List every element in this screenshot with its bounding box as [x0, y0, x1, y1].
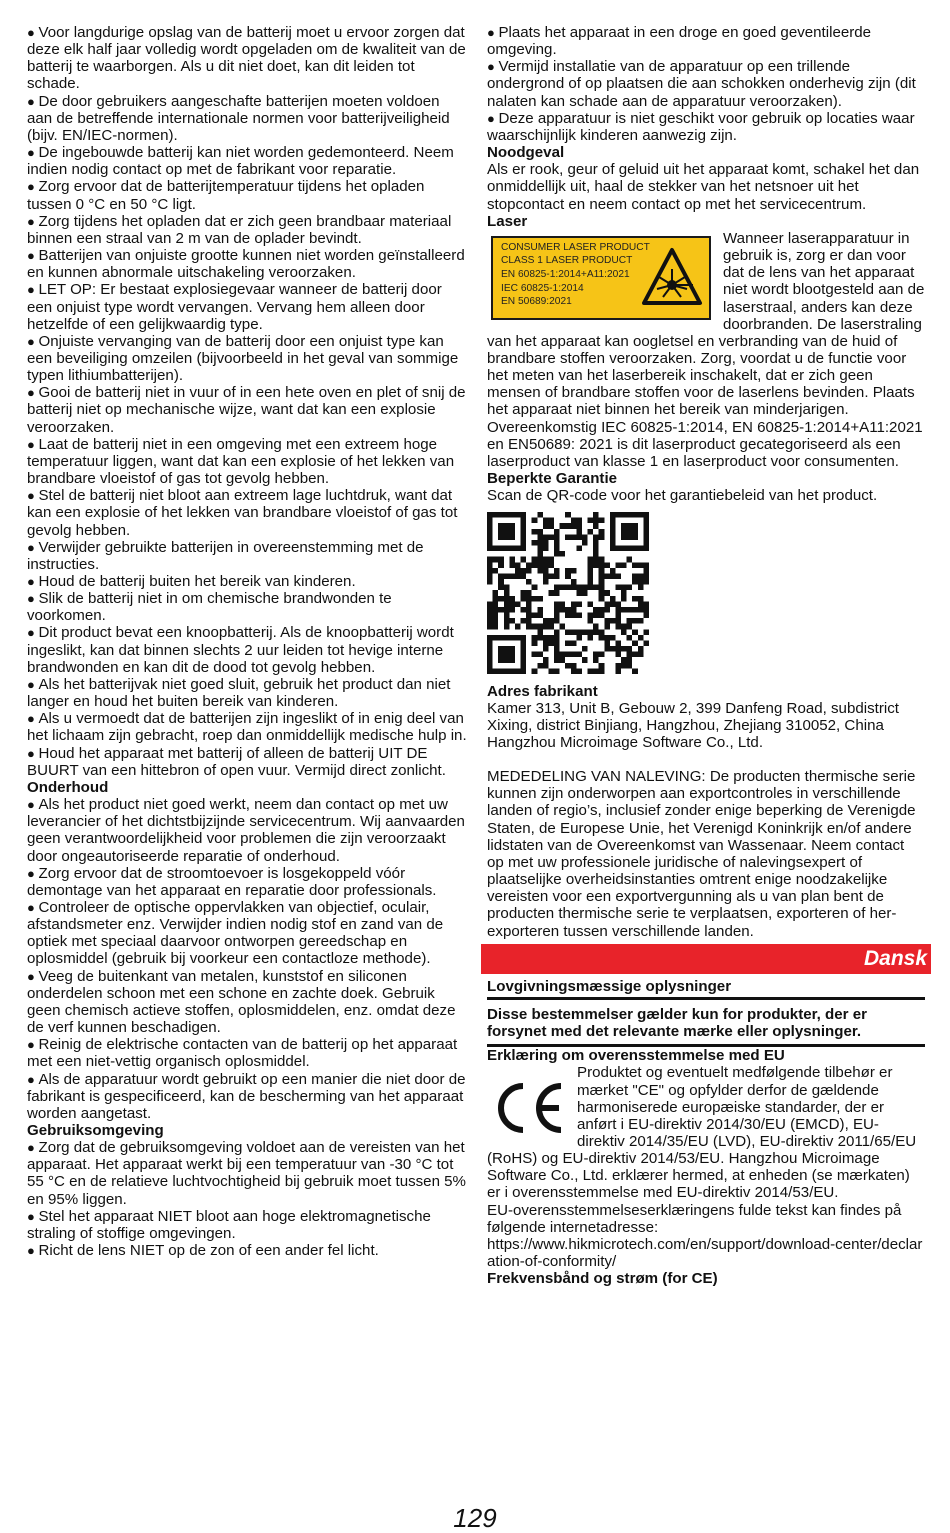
bullet-item: ● Houd de batterij buiten het bereik van kinderen. [27, 573, 467, 590]
page-number: 129 [453, 1503, 497, 1533]
heading-beperkte-garantie: Beperkte Garantie [487, 470, 618, 488]
erklaering-text-2: EU-overensstemmelseserklæringens fulde tekst kan findes på følgende internetadresse: [487, 1201, 902, 1236]
laser-warning-icon [641, 247, 703, 307]
heading-adres-fabrikant: Adres fabrikant [487, 682, 598, 700]
bullet-item: ● Als het product niet goed werkt, neem dan contact op met uw leverancier of het dichtstbijzijnde servicecentrum. Wij aanvaarden geen verantwoordelijkheid voor problemen die zijn veroorzaakt door ongeautoriseerde reparatie of onderhoud. [27, 796, 467, 865]
bullet-item: ● Deze apparatuur is niet geschikt voor gebruik op locaties waar waarschijnlijk kinderen aanwezig zijn. [487, 110, 925, 144]
laser-section [487, 230, 925, 470]
laser-label-line: CLASS 1 LASER PRODUCT [501, 255, 633, 267]
bullet-item: ● Stel het apparaat NIET bloot aan hoge elektromagnetische straling of stoffige omgevingen. [27, 1208, 467, 1242]
bullet-item: ● Reinig de elektrische contacten van de batterij op het apparaat met een niet-vettig organisch oplosmiddel. [27, 1036, 467, 1070]
bullet-item: ● De door gebruikers aangeschafte batterijen moeten voldoen aan de betreffende internationale normen voor batterijveiligheid (bijv. EN/IEC-normen). [27, 93, 467, 144]
bullet-item: ● Stel de batterij niet bloot aan extreem lage luchtdruk, want dat kan een explosie of het lekken van brandbare vloeistof of gas tot gevolg hebben. [27, 487, 467, 538]
adres-text: Kamer 313, Unit B, Gebouw 2, 399 Danfeng Road, subdistrict Xixing, district Binjiang, Hangzhou, Zhejiang 310052, China [487, 699, 899, 734]
bullet-item: ● Gooi de batterij niet in vuur of in een hete oven en plet of snij de batterij niet op mechanische wijze, want dat kan een explosie veroorzaken. [27, 384, 467, 435]
laser-text: Wanneer laserapparatuur in gebruik is, zorg er dan voor dat de lens van het apparaat niet wordt blootgesteld aan de laserstraal, anders kan deze doorbranden. De laserstraling van het apparaat kan oogletsel en verbranding van de huid of brandbare stoffen veroorzaken. Zorg, voordat u de functie voor het meten van het laserbereik inschakelt, dat er zich geen mensen of brandbare stoffen voor de laserlens bevinden. Plaats het apparaat niet binnen het bereik van minderjarigen. Overeenkomstig IEC 60825-1:2014, EN 60825-1:2014+A11:2021 en EN50689: 2021 is dit laserproduct gecategoriseerd als een laserproduct van klasse 1 en laserproduct voor consumenten. [487, 229, 925, 470]
heading-gebruiksomgeving: Gebruiksomgeving [27, 1122, 164, 1139]
laser-label-line: CONSUMER LASER PRODUCT [501, 241, 650, 253]
bullet-item: ● Zorg tijdens het opladen dat er zich geen brandbaar materiaal binnen een straal van 2 m van de oplader bevindt. [27, 213, 467, 247]
bullet-item: ● Controleer de optische oppervlakken van objectief, oculair, afstandsmeter enz. Verwijder indien nodig stof en zand van de optiek met speciaal daarvoor ontworpen gereedschap en oplosmiddel (gebruik bij voorkeur een contactloze methode). [27, 899, 467, 968]
heading-onderhoud: Onderhoud [27, 778, 109, 796]
laser-label [491, 236, 711, 320]
bullet-item: ● Batterijen van onjuiste grootte kunnen niet worden geïnstalleerd en kunnen abnormale uitschakeling veroorzaken. [27, 247, 467, 281]
laser-label-line: EN 50689:2021 [501, 296, 572, 308]
bullet-item: ● Houd het apparaat met batterij of alleen de batterij UIT DE BUURT van een hittebron of open vuur. Vermijd direct zonlicht. [27, 745, 467, 779]
heading-laser: Laser [487, 212, 528, 230]
right-column [487, 24, 925, 1287]
laser-label-line: IEC 60825-1:2014 [501, 282, 584, 294]
bullet-item: ● Als het batterijvak niet goed sluit, gebruik het product dan niet langer en houd het buiten bereik van kinderen. [27, 676, 467, 710]
language-label: Dansk [863, 946, 927, 970]
naleving-text: MEDEDELING VAN NALEVING: De producten thermische serie kunnen zijn onderworpen aan exportcontroles in verschillende landen of regio’s, inclusief zonder enige beperking de Verenigde Staten, de Europese Unie, het Verenigd Koninkrijk en/of andere lidstaten van de Overeenkomst van Wassenaar. Neem contact op met uw professionele juridische of nalevingsexpert of plaatselijke overheidsinstanties omtrent enige noodzakelijke vereisten voor een exportvergunning als u van plan bent de producten thermische serie te verplaatsen, exporteren of her-exporteren tussen verschillende landen. [487, 768, 916, 940]
laser-label-text [501, 241, 650, 309]
notice-text: Disse bestemmelser gælder kun for produkter, der er forsynet med det relevante mærke eller oplysninger. [487, 1000, 925, 1047]
bullet-item: ● Zorg ervoor dat de batterijtemperatuur tijdens het opladen tussen 0 °C en 50 °C ligt. [27, 178, 467, 212]
bullet-item: ● Als u vermoedt dat de batterijen zijn ingeslikt of in enig deel van het lichaam zijn gebracht, roep dan onmiddellijk medische hulp in. [27, 710, 467, 744]
section-title: Lovgivningsmæssige oplysninger [487, 974, 925, 1000]
heading-erklaering: Erklæring om overensstemmelse med EU [487, 1047, 785, 1065]
erklaering-text: Produktet og eventuelt medfølgende tilbehør er mærket "CE" og opfylder derfor de gældende harmoniserede europæiske standarder, der er anført i EU-direktiv 2014/30/EU (EMCD), EU-direktiv 2014/35/EU (LVD), EU-direktiv 2011/65/EU (RoHS) og EU-direktiv 2014/53/EU. Hangzhou Microimage Software Co., Ltd. erklærer hermed, at enheden (se mærkaten) er i overensstemmelse med EU-direktiv 2014/53/EU. [487, 1064, 917, 1202]
bullet-item: ● Plaats het apparaat in een droge en goed geventileerde omgeving. [487, 24, 925, 58]
heading-noodgeval: Noodgeval [487, 144, 565, 162]
declaration-url[interactable]: https://www.hikmicrotech.com/en/support/download-center/declaration-of-conformity/ [487, 1235, 923, 1271]
ce-section [487, 1064, 925, 1201]
bullet-item: ● Zorg ervoor dat de stroomtoevoer is losgekoppeld vóór demontage van het apparaat en reparatie door professionals. [27, 865, 467, 899]
bullet-item: ● LET OP: Er bestaat explosiegevaar wanneer de batterij door een onjuist type wordt vervangen. Vervang hem alleen door hetzelfde of een gelijkwaardig type. [27, 281, 467, 332]
bullet-item: ● Richt de lens NIET op de zon of een ander fel licht. [27, 1242, 467, 1259]
bullet-item: ● Onjuiste vervanging van de batterij door een onjuist type kan een beveiliging omzeilen (bijvoorbeeld in het geval van sommige typen lithiumbatterijen). [27, 333, 467, 384]
bullet-item: ● Vermijd installatie van de apparatuur op een trillende ondergrond of op plaatsen die aan schokken onderhevig zijn (dit nalaten kan schade aan de apparatuur veroorzaken). [487, 58, 925, 109]
ce-mark [491, 1078, 565, 1138]
garantie-text: Scan de QR-code voor het garantiebeleid van het product. [487, 487, 878, 505]
heading-frekvens: Frekvensbånd og strøm (for CE) [487, 1270, 718, 1288]
bullet-item: ● Dit product bevat een knoopbatterij. Als de knoopbatterij wordt ingeslikt, kan dat binnen slechts 2 uur leiden tot hevige interne brandwonden en kan dit de dood tot gevolg hebben. [27, 624, 467, 675]
bullet-item: ● Zorg dat de gebruiksomgeving voldoet aan de vereisten van het apparaat. Het apparaat werkt bij een temperatuur van -30 °C tot 55 °C en de relatieve luchtvochtigheid bij gebruik moet tussen 5% en 95% liggen. [27, 1139, 467, 1208]
bullet-item: ● Veeg de buitenkant van metalen, kunststof en siliconen onderdelen schoon met een schone en zachte doek. Gebruik geen chemisch actieve stoffen, oplosmiddelen, enz. omdat deze de verf kunnen beschadigen. [27, 968, 467, 1037]
left-column [27, 24, 467, 1259]
bullet-item: ● De ingebouwde batterij kan niet worden gedemonteerd. Neem indien nodig contact op met de fabrikant voor reparatie. [27, 144, 467, 178]
language-bar [481, 944, 931, 974]
noodgeval-text: Als er rook, geur of geluid uit het apparaat komt, schakel het dan onmiddellijk uit, haal de stekker van het netsnoer uit het stopcontact en neem contact op met het servicecentrum. [487, 161, 920, 213]
bullet-item: ● Laat de batterij niet in een omgeving met een extreem hoge temperatuur liggen, want dat kan een explosie of het lekken van brandbare vloeistof of gas tot gevolg hebben. [27, 436, 467, 487]
bullet-item: ● Als de apparatuur wordt gebruikt op een manier die niet door de fabrikant is gespecificeerd, kan de bescherming van het apparaat worden aangetast. [27, 1071, 467, 1122]
qr-code[interactable] [487, 512, 649, 674]
bullet-item: ● Slik de batterij niet in om chemische brandwonden te voorkomen. [27, 590, 467, 624]
company-name: Hangzhou Microimage Software Co., Ltd. [487, 734, 764, 751]
laser-label-line: EN 60825-1:2014+A11:2021 [501, 269, 630, 281]
bullet-item: ● Voor langdurige opslag van de batterij moet u ervoor zorgen dat deze elk half jaar volledig wordt opgeladen om de kwaliteit van de batterij te waarborgen. Als u dit niet doet, kan dit leiden tot schade. [27, 24, 467, 93]
bullet-item: ● Verwijder gebruikte batterijen in overeenstemming met de instructies. [27, 539, 467, 573]
